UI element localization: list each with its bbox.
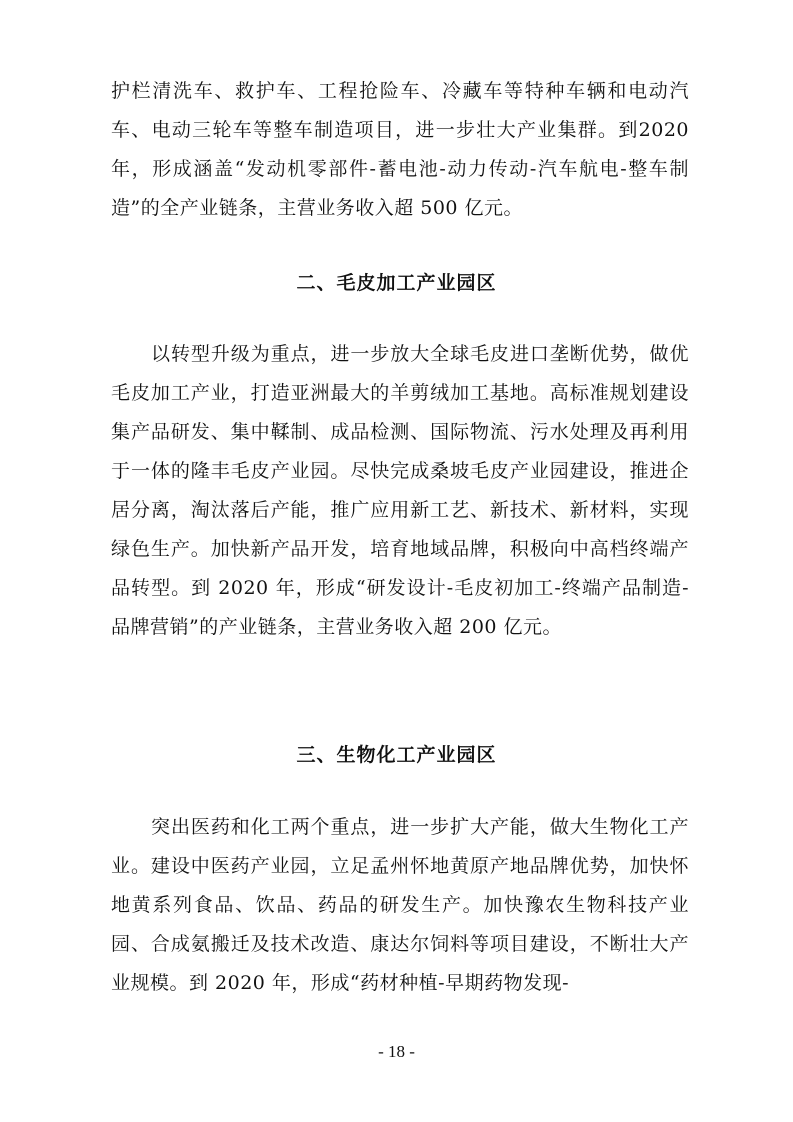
paragraph-fur-processing: 以转型升级为重点，进一步放大全球毛皮进口垄断优势，做优毛皮加工产业，打造亚洲最大的羊剪绒加工基地。高标准规划建设集产品研发、集中鞣制、成品检测、国际物流、污水处理及再利用于一体的隆丰毛皮产业园。尽快完成桑坡毛皮产业园建设，推进企居分离，淘汰落后产能，推广应用新工艺、新技术、新材料，实现绿色生产。加快新产品开发，培育地域品牌，积极向中高档终端产品转型。到 2020 年，形成“研发设计-毛皮初加工-终端产品制造-品牌营销”的产业链条，主营业务收入超 200 亿元。	[111, 343, 689, 638]
paragraph-biochemical: 突出医药和化工两个重点，进一步扩大产能，做大生物化工产业。建设中医药产业园，立足孟州怀地黄原产地品牌优势，加快怀地黄系列食品、饮品、药品的研发生产。加快豫农生物科技产业园、合成氨搬迁及技术改造、康达尔饲料等项目建设，不断壮大产业规模。到 2020 年，形成“药材种植-早期药物发现-	[111, 816, 689, 994]
section-heading-biochemical: 三、生物化工产业园区	[296, 744, 497, 766]
page-number: - 18 -	[378, 1042, 415, 1061]
paragraph-vehicle-industry: 护栏清洗车、救护车、工程抢险车、冷藏车等特种车辆和电动汽车、电动三轮车等整车制造项目，进一步壮大产业集群。到2020 年，形成涵盖“发动机零部件-蓄电池-动力传动-汽车航电-整车制造”的全产业链条，主营业务收入超 500 亿元。	[111, 80, 689, 219]
section-heading-fur-processing: 二、毛皮加工产业园区	[296, 272, 497, 294]
